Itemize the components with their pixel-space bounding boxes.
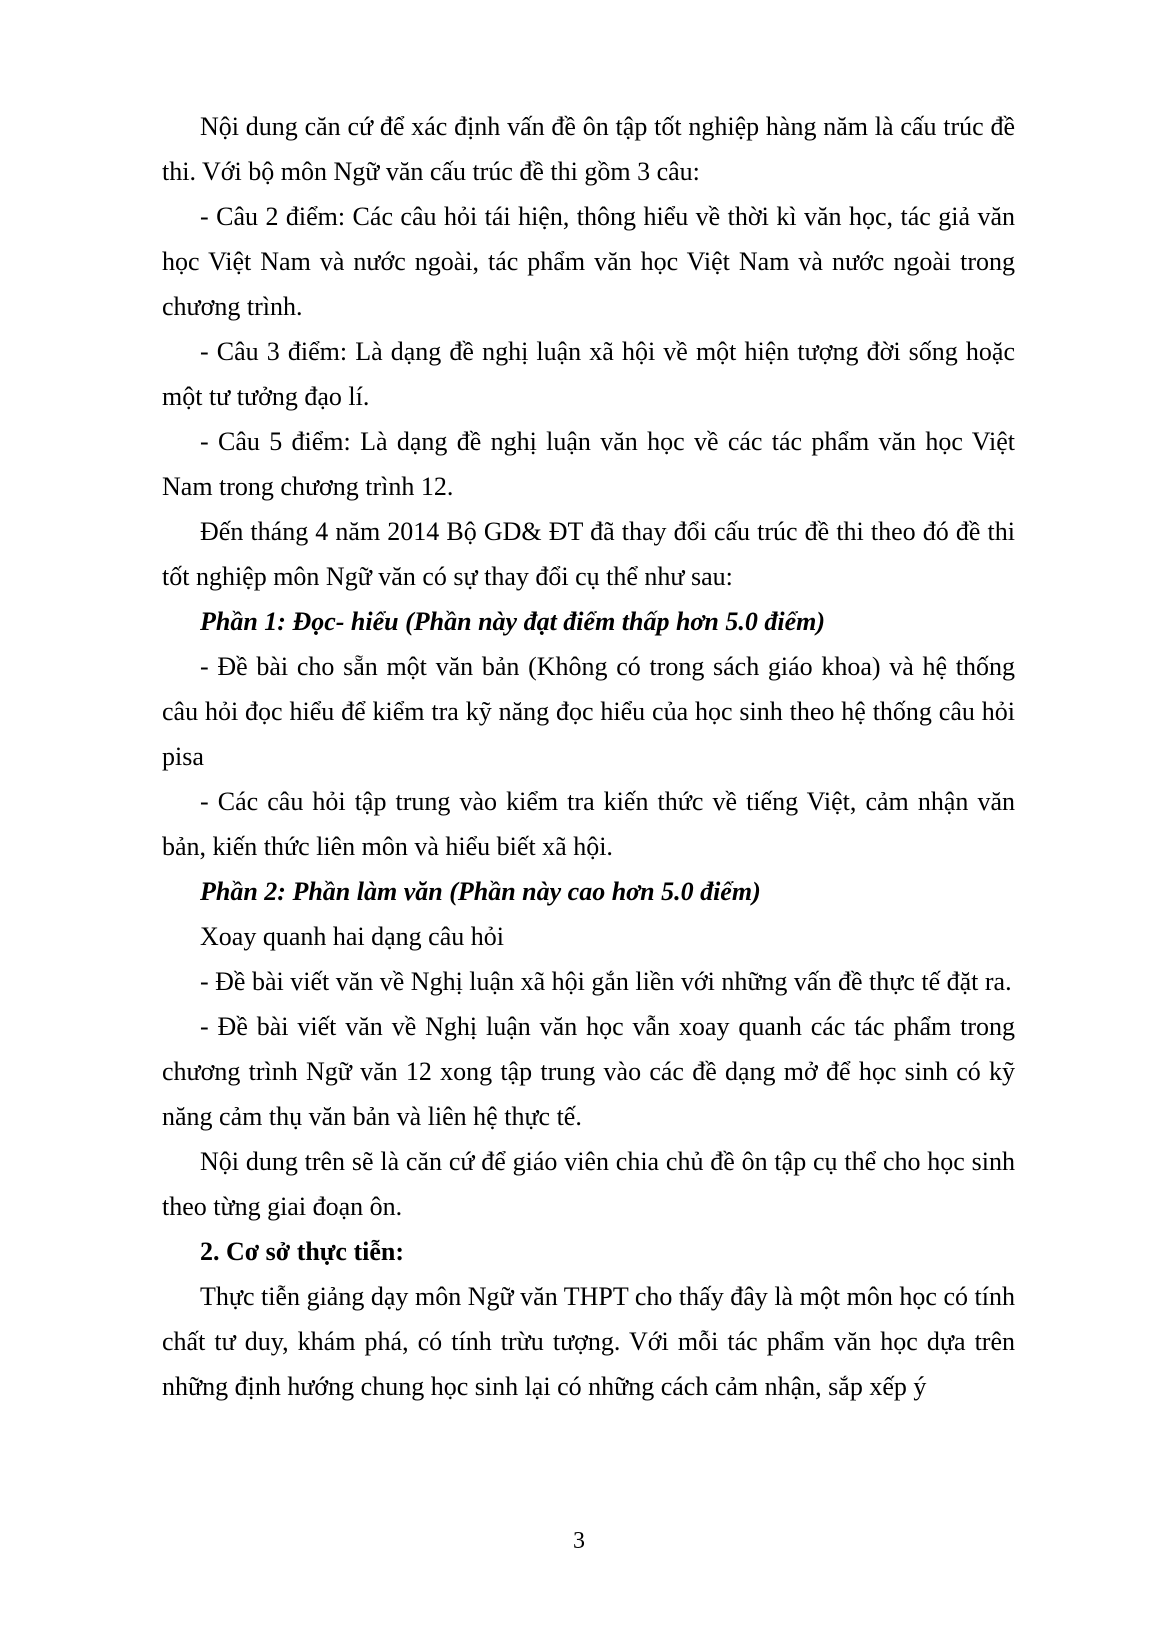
paragraph-noi-dung-can-cu: Nội dung trên sẽ là căn cứ để giáo viên chia chủ đề ôn tập cụ thể cho học sinh theo từng giai đoạn ôn. bbox=[162, 1147, 1015, 1221]
heading-co-so-thuc-tien: 2. Cơ sở thực tiễn: bbox=[200, 1237, 404, 1266]
paragraph-thuc-tien: Thực tiễn giảng dạy môn Ngữ văn THPT cho thấy đây là một môn học có tính chất tư duy, khám phá, có tính trừu tượng. Với mỗi tác phẩm văn học dựa trên những định hướng chung học sinh lại có những cách cảm nhận, sắp xếp ý bbox=[162, 1282, 1015, 1401]
paragraph-cau-3-diem: - Câu 3 điểm: Là dạng đề nghị luận xã hội về một hiện tượng đời sống hoặc một tư tưởng đạo lí. bbox=[162, 337, 1015, 411]
paragraph-de-bai-van-ban: - Đề bài cho sẵn một văn bản (Không có trong sách giáo khoa) và hệ thống câu hỏi đọc hiểu để kiểm tra kỹ năng đọc hiểu của học sinh theo hệ thống câu hỏi pisa bbox=[162, 652, 1015, 771]
paragraph-cau-5-diem: - Câu 5 điểm: Là dạng đề nghị luận văn học về các tác phẩm văn học Việt Nam trong chương trình 12. bbox=[162, 427, 1015, 501]
paragraph-nghi-luan-xa-hoi: - Đề bài viết văn về Nghị luận xã hội gắn liền với những vấn đề thực tế đặt ra. bbox=[200, 967, 1012, 996]
paragraph-thay-doi-2014: Đến tháng 4 năm 2014 Bộ GD& ĐT đã thay đổi cấu trúc đề thi theo đó đề thi tốt nghiệp môn Ngữ văn có sự thay đổi cụ thể như sau: bbox=[162, 517, 1015, 591]
paragraph-cau-hoi-tap-trung: - Các câu hỏi tập trung vào kiểm tra kiến thức về tiếng Việt, cảm nhận văn bản, kiến thức liên môn và hiểu biết xã hội. bbox=[162, 787, 1015, 861]
paragraph-cau-2-diem: - Câu 2 điểm: Các câu hỏi tái hiện, thông hiểu về thời kì văn học, tác giả văn học Việt Nam và nước ngoài, tác phẩm văn học Việt Nam và nước ngoài trong chương trình. bbox=[162, 202, 1015, 321]
paragraph-intro: Nội dung căn cứ để xác định vấn đề ôn tập tốt nghiệp hàng năm là cấu trúc đề thi. Với bộ môn Ngữ văn cấu trúc đề thi gồm 3 câu: bbox=[162, 112, 1015, 186]
heading-phan-2: Phần 2: Phần làm văn (Phần này cao hơn 5.0 điểm) bbox=[200, 877, 761, 906]
paragraph-xoay-quanh: Xoay quanh hai dạng câu hỏi bbox=[200, 922, 504, 951]
heading-phan-1: Phần 1: Đọc- hiểu (Phần này đạt điểm thấp hơn 5.0 điểm) bbox=[200, 607, 825, 636]
paragraph-nghi-luan-van-hoc: - Đề bài viết văn về Nghị luận văn học vẫn xoay quanh các tác phẩm trong chương trình Ngữ văn 12 xong tập trung vào các đề dạng mở để học sinh có kỹ năng cảm thụ văn bản và liên hệ thực tế. bbox=[162, 1012, 1015, 1131]
page-number: 3 bbox=[573, 1528, 585, 1554]
